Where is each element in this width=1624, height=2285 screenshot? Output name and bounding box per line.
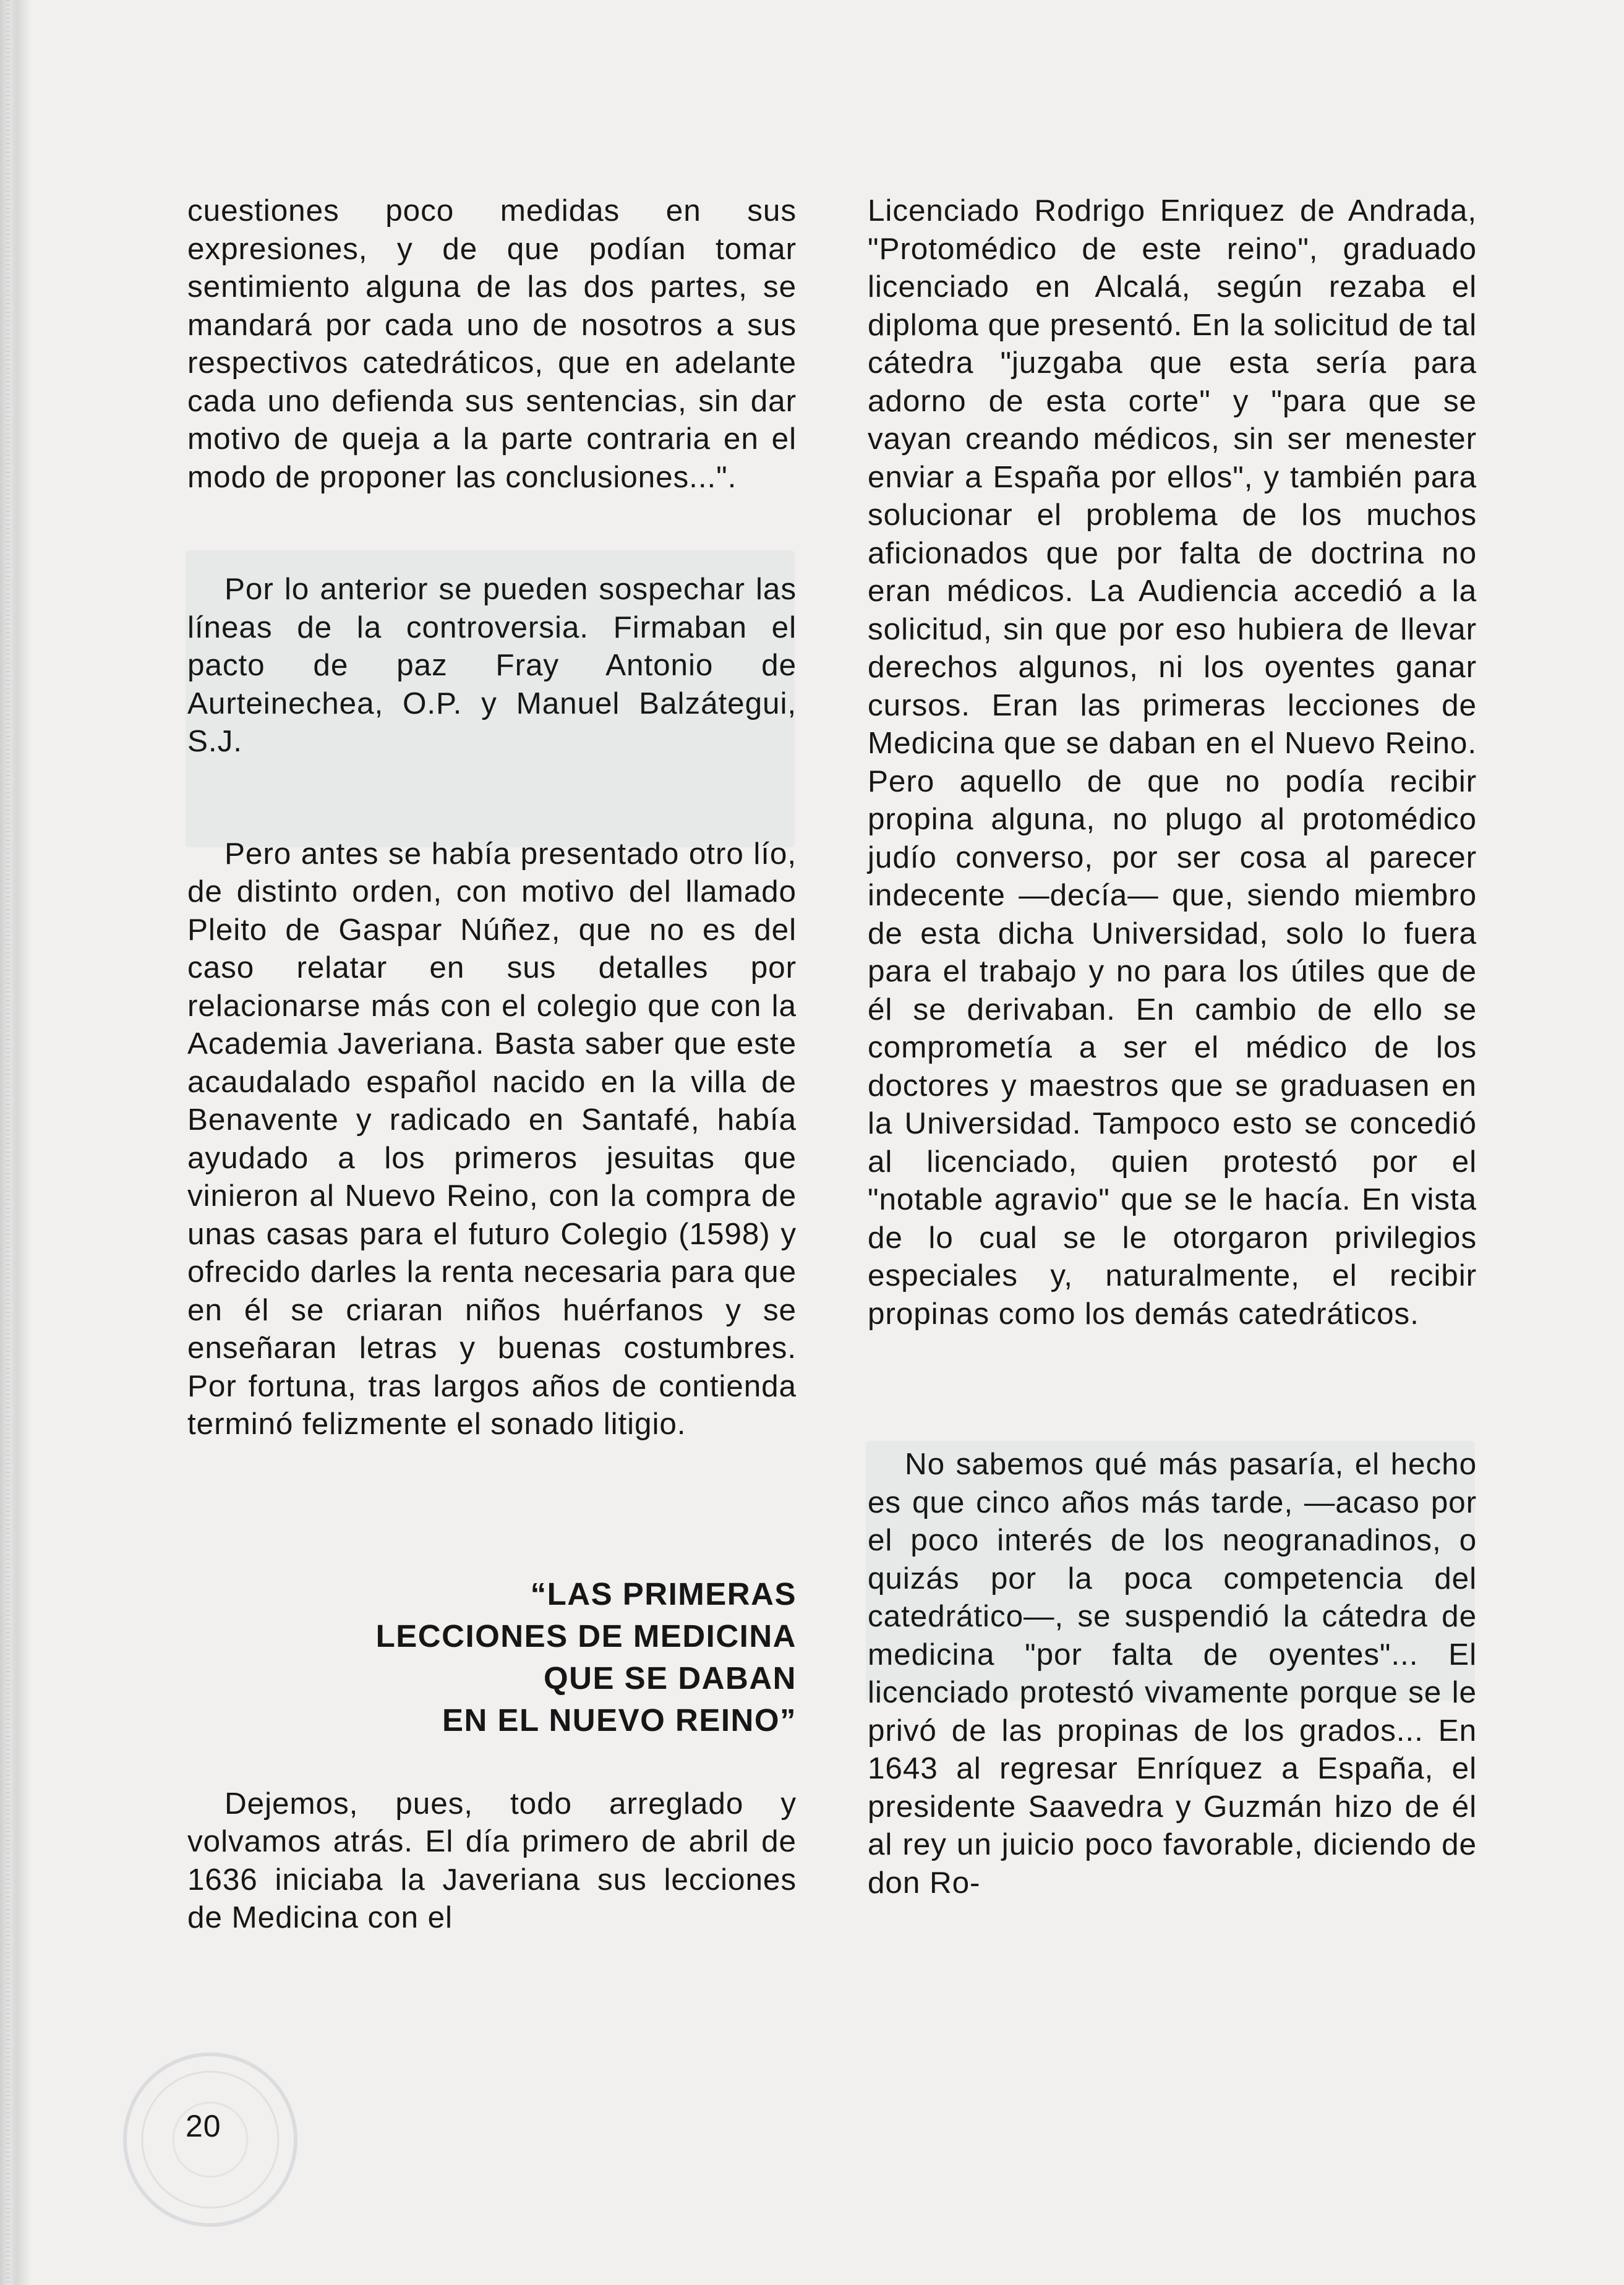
page-edge xyxy=(0,0,30,2285)
right-paragraph-1: Licenciado Rodrigo Enriquez de Andrada, "Protomédico de este reino", graduado licenciado en Alcalá, según rezaba el diploma que presentó. En la solicitud de tal cátedra "juzgaba que esta sería para adorno de esta corte" y "para que se vayan creando médicos, sin ser menester enviar a España por ellos", y también para solucionar el problema de los muchos aficionados que por falta de doctrina no eran médicos. La Audiencia accedió a la solicitud, sin que por eso hubiera de llevar derechos algunos, ni los oyentes ganar cursos. Eran las primeras lecciones de Medicina que se daban en el Nuevo Reino. Pero aquello de que no podía recibir propina alguna, no plugo al protomédico judío converso, por ser cosa al parecer indecente —decía— que, siendo miembro de esta dicha Universidad, solo lo fuera para el trabajo y no para los útiles que de él se derivaban. En cambio de ello se comprometía a ser el médico de los doctores y maestros que se graduasen en la Universidad. Tampoco esto se concedió al licenciado, quien protestó por el "notable agravio" que se le hacía. En vista de lo cual se le otorgaron privilegios especiales y, naturalmente, el recibir propinas como los demás catedráticos. xyxy=(868,194,1477,1331)
left-paragraph-3: Pero antes se había presentado otro lío, de distinto orden, con motivo del llamado Pleito de Gaspar Núñez, que no es del caso relatar en sus detalles por relacionarse más con el colegio que con la Academia Javeriana. Basta saber que este acaudalado español nacido en la villa de Benavente y radicado en Santafé, había ayudado a los primeros jesuitas que vinieron al Nuevo Reino, con la compra de unas casas para el futuro Colegio (1598) y ofrecido darles la renta necesaria para que en él se criaran niños huérfanos y se enseñaran letras y buenas costumbres. Por fortuna, tras largos años de contienda terminó felizmente el sonado litigio. xyxy=(187,836,797,1441)
section-heading-line-2: LECCIONES DE MEDICINA xyxy=(375,1618,797,1654)
left-paragraph-1: cuestiones poco medidas en sus expresiones, y de que podían tomar sentimiento alguna de las dos partes, se mandará por cada uno de nosotros a sus respectivos catedráticos, que en adelante cada uno defienda sus sentencias, sin dar motivo de queja a la parte contraria en el modo de proponer las conclusiones...". xyxy=(187,194,797,494)
section-heading-line-4: EN EL NUEVO REINO” xyxy=(442,1702,797,1738)
section-heading-line-1: “LAS PRIMERAS xyxy=(530,1576,797,1612)
left-column xyxy=(187,192,797,1937)
right-paragraph-2: No sabemos qué más pasaría, el hecho es que cinco años más tarde, —acaso por el poco interés de los neogranadinos, o quizás por la poca competencia del catedrático—, se suspendió la cátedra de medicina "por falta de oyentes"... El licenciado protestó vivamente porque se le privó de las propinas de los grados... En 1643 al regresar Enríquez a España, el presidente Saavedra y Guzmán hizo de él al rey un juicio poco favorable, diciendo de don Ro- xyxy=(868,1447,1477,1900)
left-paragraph-2: Por lo anterior se pueden sospechar las líneas de la controversia. Firmaban el pacto de paz Fray Antonio de Aurteinechea, O.P. y Manuel Balzátegui, S.J. xyxy=(187,572,797,758)
left-paragraph-4: Dejemos, pues, todo arreglado y volvamos atrás. El día primero de abril de 1636 iniciaba la Javeriana sus lecciones de Medicina con el xyxy=(187,1786,797,1934)
right-column xyxy=(868,192,1477,1902)
page-number: 20 xyxy=(186,2109,221,2143)
section-heading-line-3: QUE SE DABAN xyxy=(543,1660,797,1696)
section-heading xyxy=(187,1573,797,1741)
